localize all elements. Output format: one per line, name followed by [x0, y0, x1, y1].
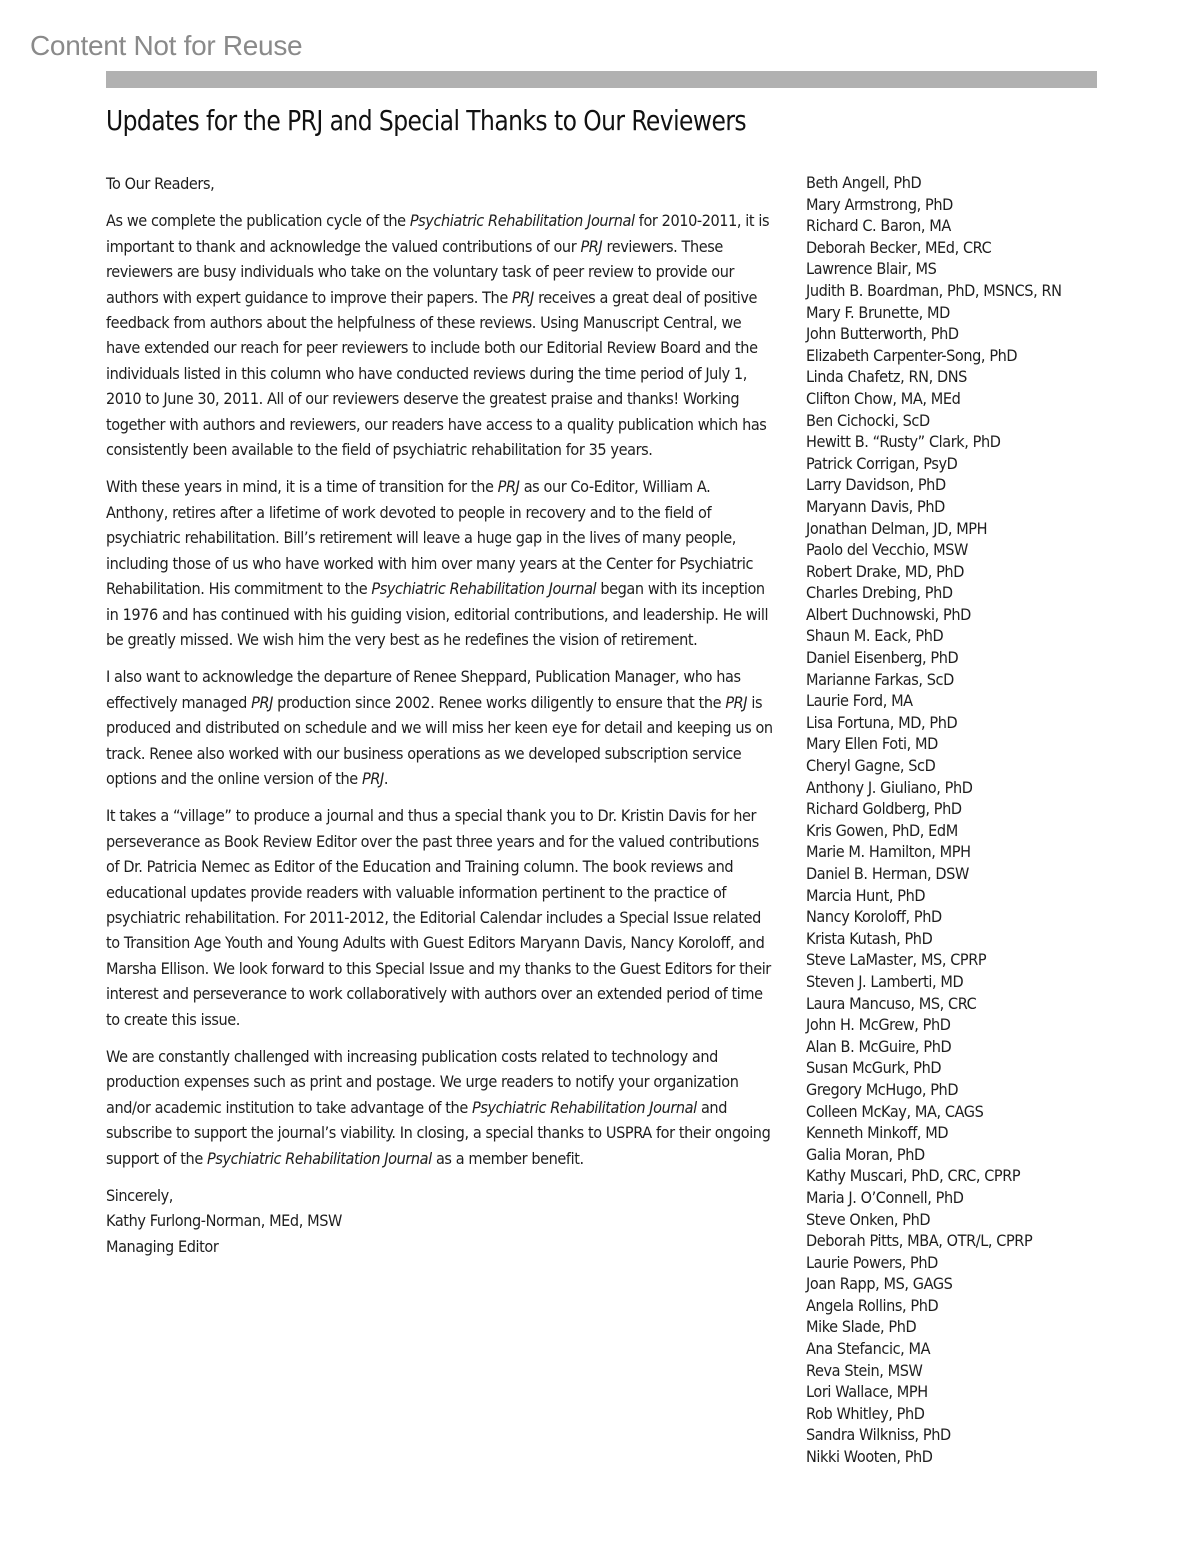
- italic-title: PRJ: [361, 769, 384, 788]
- reviewer-item: Nikki Wooten, PhD: [806, 1448, 933, 1467]
- reviewer-item: Paolo del Vecchio, MSW: [806, 541, 968, 560]
- reviewer-item: Albert Duchnowski, PhD: [806, 605, 971, 624]
- reviewer-item: Beth Angell, PhD: [806, 174, 922, 192]
- reviewer-item: Mary F. Brunette, MD: [806, 303, 950, 322]
- reviewer-item: Shaun M. Eack, PhD: [806, 627, 944, 646]
- text-run: as our Co-Editor, William A. Anthony, retires after a lifetime of work devoted to people in recovery and to the field of psychiatric rehabilitation. Bill’s retirement will leave a huge gap in the lives of many people, including those of us who have worked with him over many years at the Center for Psychiatric Rehabilitation. His commitment to the: [106, 478, 754, 599]
- italic-title: PRJ: [725, 693, 748, 712]
- letter-signature: [106, 1184, 776, 1260]
- closing: Sincerely,: [106, 1187, 173, 1206]
- watermark: Content Not for Reuse: [30, 30, 303, 61]
- reviewer-item: Marie M. Hamilton, MPH: [806, 843, 971, 862]
- reviewer-item: Cheryl Gagne, ScD: [806, 757, 936, 776]
- reviewer-item: Kris Gowen, PhD, EdM: [806, 821, 958, 840]
- text-run: as a member benefit.: [431, 1149, 584, 1168]
- reviewer-item: Kenneth Minkoff, MD: [806, 1124, 949, 1143]
- signer-name: Kathy Furlong-Norman, MEd, MSW: [106, 1212, 342, 1231]
- text-run: We are constantly challenged with increasing publication costs related to technology and production expenses such as print and postage. We urge readers to notify your organization and/or academic institution to take advantage of the: [106, 1048, 739, 1117]
- reviewer-item: Ben Cichocki, ScD: [806, 411, 930, 430]
- italic-title: Psychiatric Rehabilitation Journal: [207, 1149, 432, 1168]
- text-run: As we complete the publication cycle of the: [106, 212, 410, 231]
- reviewer-item: Lisa Fortuna, MD, PhD: [806, 713, 958, 732]
- reviewer-item: Clifton Chow, MA, MEd: [806, 389, 961, 408]
- reviewer-list: [806, 173, 1081, 1469]
- reviewer-item: John H. McGrew, PhD: [806, 1016, 951, 1035]
- text-run: production since 2002. Renee works diligently to ensure that the: [272, 693, 726, 712]
- reviewer-item: Angela Rollins, PhD: [806, 1296, 939, 1315]
- reviewer-item: Sandra Wilkniss, PhD: [806, 1426, 951, 1445]
- reviewer-item: Linda Chafetz, RN, DNS: [806, 368, 967, 387]
- reviewer-item: Richard Goldberg, PhD: [806, 800, 962, 819]
- reviewer-item: Lori Wallace, MPH: [806, 1383, 928, 1402]
- reviewer-item: Charles Drebing, PhD: [806, 584, 953, 603]
- letter-greeting: To Our Readers,: [106, 175, 215, 193]
- reviewer-item: Lawrence Blair, MS: [806, 260, 937, 279]
- text-run: With these years in mind, it is a time of transition for the: [106, 478, 498, 497]
- reviewer-item: Rob Whitley, PhD: [806, 1404, 925, 1423]
- reviewer-item: Steve LaMaster, MS, CPRP: [806, 951, 987, 970]
- letter-paragraph: [106, 804, 776, 1033]
- reviewer-item: Judith B. Boardman, PhD, MSNCS, RN: [806, 281, 1062, 300]
- letter-paragraph: [106, 475, 776, 653]
- reviewer-item: Patrick Corrigan, PsyD: [806, 454, 958, 473]
- reviewer-item: Maria J. O’Connell, PhD: [806, 1188, 964, 1207]
- letter-paragraph: [106, 209, 776, 463]
- reviewer-item: Susan McGurk, PhD: [806, 1059, 942, 1078]
- reviewer-item: Elizabeth Carpenter-Song, PhD: [806, 346, 1018, 365]
- reviewer-item: Laurie Powers, PhD: [806, 1253, 938, 1272]
- italic-title: Psychiatric Rehabilitation Journal: [472, 1098, 697, 1117]
- italic-title: PRJ: [512, 288, 534, 307]
- reviewer-item: Kathy Muscari, PhD, CRC, CPRP: [806, 1167, 1021, 1186]
- reviewer-item: Daniel B. Herman, DSW: [806, 865, 969, 883]
- reviewer-item: Daniel Eisenberg, PhD: [806, 649, 959, 668]
- reviewer-item: Laurie Ford, MA: [806, 692, 913, 711]
- text-run: .: [383, 769, 389, 788]
- text-run: receives a great deal of positive feedback from authors about the helpfulness of these reviews. Using Manuscript Central, we have extended our reach for peer reviewers to include both our Editorial Review Board and the individuals listed in this column who have conducted reviews during the time period of July 1, 2010 to June 30, 2011. All of our reviewers deserve the greatest praise and thanks! Working together with authors and reviewers, our readers have access to a quality publication which has consistently been available to the field of psychiatric rehabilitation for 35 years.: [106, 288, 767, 460]
- signer-title: Managing Editor: [106, 1237, 219, 1256]
- reviewer-item: Richard C. Baron, MA: [806, 217, 951, 236]
- reviewer-item: Steve Onken, PhD: [806, 1210, 931, 1229]
- text-run: It takes a “village” to produce a journal and thus a special thank you to Dr. Kristin Davis for her perseverance as Book Review Editor over the past three years and for the valued contributions of Dr. Patricia Nemec as Editor of the Education and Training column. The book reviews and educational updates provide readers with valuable information pertinent to the practice of psychiatric rehabilitation. For 2011-2012, the Editorial Calendar includes a Special Issue related to Transition Age Youth and Young Adults with Guest Editors Maryann Davis, Nancy Koroloff, and Marsha Ellison. We look forward to this Special Issue and my thanks to the Guest Editors for their interest and perseverance to work collaboratively with authors over an extended period of time to create this issue.: [106, 807, 771, 1029]
- italic-title: PRJ: [497, 478, 520, 497]
- italic-title: Psychiatric Rehabilitation Journal: [409, 212, 635, 231]
- text-run: for 2010-2011, it is important to thank and acknowledge the valued contributions of our: [106, 212, 770, 256]
- italic-title: Psychiatric Rehabilitation Journal: [371, 580, 597, 599]
- reviewer-item: Colleen McKay, MA, CAGS: [806, 1102, 984, 1121]
- reviewer-item: Deborah Becker, MEd, CRC: [806, 238, 992, 257]
- reviewer-item: Anthony J. Giuliano, PhD: [806, 778, 973, 797]
- text-run: is produced and distributed on schedule and we will miss her keen eye for detail and keeping us on track. Renee also worked with our business operations as we developed subscription service options and the online version of the: [106, 693, 773, 788]
- page-title: Updates for the PRJ and Special Thanks to Our Reviewers: [106, 104, 747, 137]
- reviewer-item: Ana Stefancic, MA: [806, 1340, 931, 1359]
- reviewer-item: Maryann Davis, PhD: [806, 497, 945, 516]
- reviewer-item: John Butterworth, PhD: [806, 325, 959, 344]
- reviewer-item: Mary Armstrong, PhD: [806, 195, 953, 214]
- reviewer-item: Galia Moran, PhD: [806, 1145, 925, 1164]
- reviewer-item: Mary Ellen Foti, MD: [806, 735, 938, 754]
- reviewer-item: Reva Stein, MSW: [806, 1361, 923, 1380]
- reviewer-item: Gregory McHugo, PhD: [806, 1080, 959, 1099]
- header-rule: [106, 71, 1097, 88]
- italic-title: PRJ: [251, 693, 273, 712]
- text-run: and subscribe to support the journal’s viability. In closing, a special thanks to USPRA for their ongoing support of the: [106, 1098, 771, 1168]
- text-run: I also want to acknowledge the departure of Renee Sheppard, Publication Manager, who has effectively managed: [106, 668, 741, 712]
- reviewer-item: Steven J. Lamberti, MD: [806, 972, 964, 991]
- reviewer-item: Larry Davidson, PhD: [806, 476, 946, 495]
- text-run: began with its inception in 1976 and has continued with his guiding vision, editorial contributions, and leadership. He will be greatly missed. We wish him the very best as he redefines the vision of retirement.: [106, 580, 769, 649]
- italic-title: PRJ: [580, 237, 603, 256]
- reviewer-item: Mike Slade, PhD: [806, 1318, 917, 1337]
- reviewer-item: Marianne Farkas, ScD: [806, 670, 954, 689]
- letter-body: [106, 209, 786, 1172]
- reviewer-item: Jonathan Delman, JD, MPH: [806, 519, 988, 538]
- reviewer-item: Laura Mancuso, MS, CRC: [806, 994, 977, 1013]
- reviewer-item: Deborah Pitts, MBA, OTR/L, CPRP: [806, 1232, 1033, 1251]
- reviewer-item: Krista Kutash, PhD: [806, 929, 933, 948]
- reviewer-item: Nancy Koroloff, PhD: [806, 908, 942, 927]
- reviewer-item: Alan B. McGuire, PhD: [806, 1037, 952, 1056]
- reviewer-item: Marcia Hunt, PhD: [806, 886, 926, 905]
- reviewer-item: Hewitt B. “Rusty” Clark, PhD: [806, 433, 1001, 452]
- text-run: reviewers. These reviewers are busy individuals who take on the voluntary task of peer review to provide our authors with expert guidance to improve their papers. The: [106, 237, 735, 307]
- editor-letter: [106, 172, 786, 1272]
- letter-paragraph: [106, 1045, 776, 1172]
- reviewer-item: Joan Rapp, MS, GAGS: [806, 1275, 953, 1294]
- letter-paragraph: [106, 665, 776, 792]
- reviewer-item: Robert Drake, MD, PhD: [806, 562, 964, 581]
